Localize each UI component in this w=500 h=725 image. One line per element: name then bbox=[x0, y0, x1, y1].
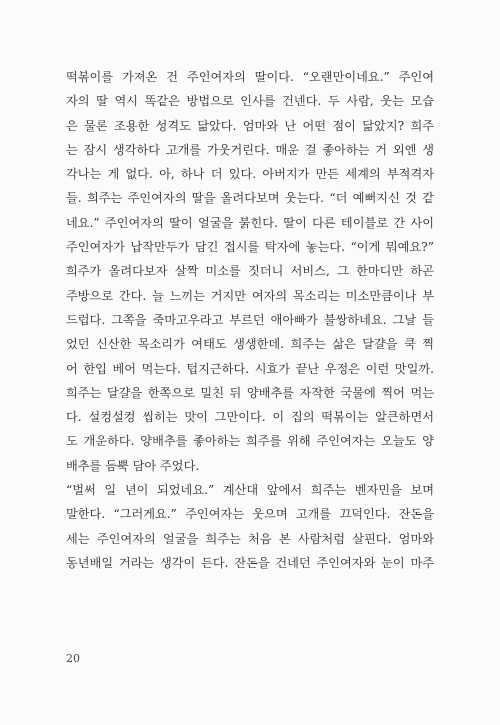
text-line: 도 개운하다. 양배추를 좋아하는 희주를 위해 주인여자는 오늘도 양 bbox=[66, 434, 434, 449]
text-line: 배추를 듬뿍 담아 주었다. bbox=[66, 458, 200, 473]
text-line: 드럽다. 그쪽을 죽마고우라고 부르던 애아빠가 불쌍하네요. 그날 들 bbox=[66, 312, 434, 327]
text-line: 말한다. “그러게요.” 주인여자는 웃으며 고개를 끄덕인다. 잔돈을 bbox=[66, 507, 434, 522]
paragraph-1 bbox=[66, 65, 434, 478]
text-line: 동년배일 거라는 생각이 든다. 잔돈을 건네던 주인여자와 눈이 마주 bbox=[66, 555, 434, 570]
text-line: 주방으로 간다. 늘 느끼는 거지만 여자의 목소리는 미소만큼이나 부 bbox=[66, 288, 434, 303]
text-line: 었던 신산한 목소리가 여태도 생생한데. 희주는 삶은 달걀을 쿡 찍 bbox=[66, 337, 434, 352]
text-line: 네요.” 주인여자의 딸이 얼굴을 붉힌다. 딸이 다른 테이블로 간 사이 bbox=[66, 215, 434, 230]
text-line: 어 한입 베어 먹는다. 텁지근하다. 시효가 끝난 우정은 이런 맛일까. bbox=[66, 361, 434, 376]
text-line: 자의 딸 역시 똑같은 방법으로 인사를 건넨다. 두 사람, 웃는 모습 bbox=[66, 94, 434, 109]
text-line: 희주가 올려다보자 살짝 미소를 짓더니 서비스, 그 한마디만 하곤 bbox=[66, 264, 434, 279]
text-line: 다. 설컹설컹 씹히는 맛이 그만이다. 이 집의 떡볶이는 알큰하면서 bbox=[66, 410, 434, 425]
text-line: 는 잠시 생각하다 고개를 가웃거린다. 매운 걸 좋아하는 거 외엔 생 bbox=[66, 142, 434, 157]
page-number: 20 bbox=[66, 652, 80, 665]
text-line: 주인여자가 납작만두가 담긴 접시를 탁자에 놓는다. “이게 뭐예요?” bbox=[66, 240, 434, 255]
text-line: 희주는 달걀을 한쪽으로 밀친 뒤 양배추를 자작한 국물에 찍어 먹는 bbox=[66, 385, 434, 400]
text-line: 각나는 게 없다. 아, 하나 더 있다. 아버지가 만든 세계의 부적격자 bbox=[66, 167, 434, 182]
text-line: 은 물론 조용한 성격도 닮았다. 엄마와 난 어떤 점이 닮았지? 희주 bbox=[66, 118, 434, 133]
text-line: 떡볶이를 가져온 건 주인여자의 딸이다. “오랜만이네요.” 주인여 bbox=[66, 70, 434, 84]
text-line: 들. 희주는 주인여자의 딸을 올려다보며 웃는다. “더 예뻐지신 것 같 bbox=[66, 191, 434, 206]
body-text bbox=[66, 65, 434, 575]
text-line: “벌써 일 년이 되었네요.” 계산대 앞에서 희주는 벤자민을 보며 bbox=[66, 483, 434, 498]
paragraph-2 bbox=[66, 478, 434, 575]
text-line: 세는 주인여자의 얼굴을 희주는 처음 본 사람처럼 살핀다. 엄마와 bbox=[66, 531, 434, 546]
